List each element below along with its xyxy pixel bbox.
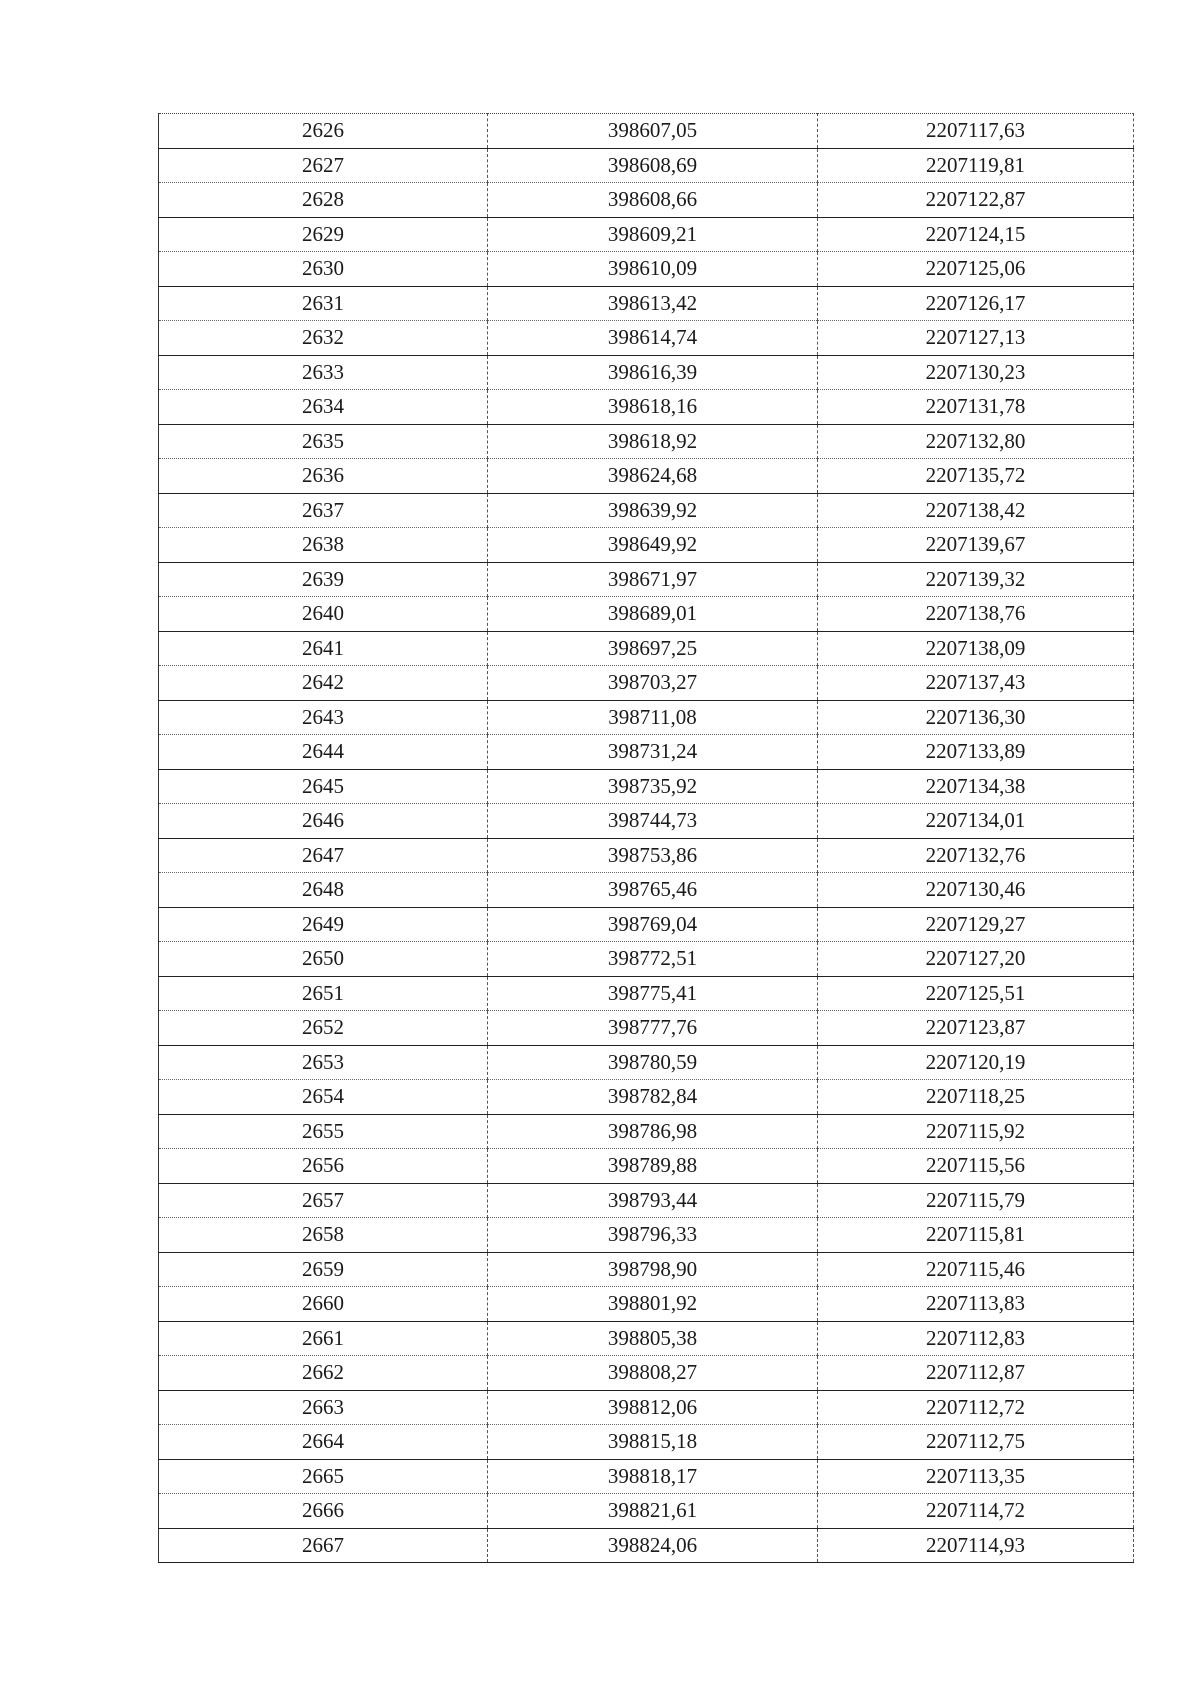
point-number-cell: 2664 [159, 1425, 488, 1460]
y-coordinate-cell: 2207115,46 [818, 1252, 1134, 1287]
y-coordinate-cell: 2207130,46 [818, 873, 1134, 908]
y-coordinate-cell: 2207120,19 [818, 1045, 1134, 1080]
table-row [159, 459, 1134, 494]
point-number-cell: 2645 [159, 769, 488, 804]
x-coordinate-cell: 398608,69 [488, 148, 818, 183]
table-row [159, 114, 1134, 149]
y-coordinate-cell: 2207123,87 [818, 1011, 1134, 1046]
y-coordinate-cell: 2207112,75 [818, 1425, 1134, 1460]
table-row [159, 735, 1134, 770]
table-row [159, 1321, 1134, 1356]
y-coordinate-cell: 2207137,43 [818, 666, 1134, 701]
x-coordinate-cell: 398616,39 [488, 355, 818, 390]
table-row [159, 1149, 1134, 1184]
y-coordinate-cell: 2207115,81 [818, 1218, 1134, 1253]
y-coordinate-cell: 2207139,67 [818, 528, 1134, 563]
y-coordinate-cell: 2207126,17 [818, 286, 1134, 321]
table-row [159, 493, 1134, 528]
x-coordinate-cell: 398821,61 [488, 1494, 818, 1529]
y-coordinate-cell: 2207112,83 [818, 1321, 1134, 1356]
x-coordinate-cell: 398609,21 [488, 217, 818, 252]
point-number-cell: 2646 [159, 804, 488, 839]
point-number-cell: 2642 [159, 666, 488, 701]
y-coordinate-cell: 2207139,32 [818, 562, 1134, 597]
table-row [159, 1390, 1134, 1425]
table-row [159, 1045, 1134, 1080]
x-coordinate-cell: 398782,84 [488, 1080, 818, 1115]
x-coordinate-cell: 398689,01 [488, 597, 818, 632]
point-number-cell: 2626 [159, 114, 488, 149]
coordinates-table [158, 113, 1134, 1563]
x-coordinate-cell: 398801,92 [488, 1287, 818, 1322]
point-number-cell: 2632 [159, 321, 488, 356]
x-coordinate-cell: 398697,25 [488, 631, 818, 666]
y-coordinate-cell: 2207115,92 [818, 1114, 1134, 1149]
table-row [159, 1252, 1134, 1287]
point-number-cell: 2631 [159, 286, 488, 321]
point-number-cell: 2653 [159, 1045, 488, 1080]
y-coordinate-cell: 2207115,56 [818, 1149, 1134, 1184]
x-coordinate-cell: 398671,97 [488, 562, 818, 597]
table-row [159, 1114, 1134, 1149]
x-coordinate-cell: 398711,08 [488, 700, 818, 735]
table-row [159, 390, 1134, 425]
point-number-cell: 2643 [159, 700, 488, 735]
point-number-cell: 2660 [159, 1287, 488, 1322]
table-row [159, 631, 1134, 666]
y-coordinate-cell: 2207112,72 [818, 1390, 1134, 1425]
x-coordinate-cell: 398805,38 [488, 1321, 818, 1356]
table-row [159, 148, 1134, 183]
point-number-cell: 2665 [159, 1459, 488, 1494]
table-row [159, 528, 1134, 563]
y-coordinate-cell: 2207112,87 [818, 1356, 1134, 1391]
point-number-cell: 2641 [159, 631, 488, 666]
x-coordinate-cell: 398608,66 [488, 183, 818, 218]
y-coordinate-cell: 2207125,51 [818, 976, 1134, 1011]
point-number-cell: 2650 [159, 942, 488, 977]
x-coordinate-cell: 398777,76 [488, 1011, 818, 1046]
y-coordinate-cell: 2207114,93 [818, 1528, 1134, 1563]
x-coordinate-cell: 398772,51 [488, 942, 818, 977]
point-number-cell: 2636 [159, 459, 488, 494]
y-coordinate-cell: 2207129,27 [818, 907, 1134, 942]
point-number-cell: 2663 [159, 1390, 488, 1425]
y-coordinate-cell: 2207138,42 [818, 493, 1134, 528]
y-coordinate-cell: 2207138,76 [818, 597, 1134, 632]
point-number-cell: 2627 [159, 148, 488, 183]
x-coordinate-cell: 398618,92 [488, 424, 818, 459]
y-coordinate-cell: 2207134,01 [818, 804, 1134, 839]
table-row [159, 1287, 1134, 1322]
x-coordinate-cell: 398818,17 [488, 1459, 818, 1494]
point-number-cell: 2639 [159, 562, 488, 597]
point-number-cell: 2629 [159, 217, 488, 252]
coordinates-table-body [159, 114, 1134, 1563]
table-row [159, 1425, 1134, 1460]
y-coordinate-cell: 2207136,30 [818, 700, 1134, 735]
x-coordinate-cell: 398618,16 [488, 390, 818, 425]
y-coordinate-cell: 2207127,20 [818, 942, 1134, 977]
table-row [159, 666, 1134, 701]
y-coordinate-cell: 2207117,63 [818, 114, 1134, 149]
x-coordinate-cell: 398796,33 [488, 1218, 818, 1253]
y-coordinate-cell: 2207122,87 [818, 183, 1134, 218]
x-coordinate-cell: 398775,41 [488, 976, 818, 1011]
table-row [159, 355, 1134, 390]
point-number-cell: 2655 [159, 1114, 488, 1149]
table-row [159, 838, 1134, 873]
y-coordinate-cell: 2207124,15 [818, 217, 1134, 252]
x-coordinate-cell: 398786,98 [488, 1114, 818, 1149]
table-row [159, 907, 1134, 942]
point-number-cell: 2638 [159, 528, 488, 563]
point-number-cell: 2656 [159, 1149, 488, 1184]
y-coordinate-cell: 2207127,13 [818, 321, 1134, 356]
table-row [159, 700, 1134, 735]
y-coordinate-cell: 2207118,25 [818, 1080, 1134, 1115]
point-number-cell: 2651 [159, 976, 488, 1011]
y-coordinate-cell: 2207138,09 [818, 631, 1134, 666]
table-row [159, 769, 1134, 804]
table-row [159, 1011, 1134, 1046]
table-row [159, 1494, 1134, 1529]
point-number-cell: 2635 [159, 424, 488, 459]
point-number-cell: 2667 [159, 1528, 488, 1563]
x-coordinate-cell: 398607,05 [488, 114, 818, 149]
table-row [159, 1080, 1134, 1115]
x-coordinate-cell: 398753,86 [488, 838, 818, 873]
y-coordinate-cell: 2207132,76 [818, 838, 1134, 873]
y-coordinate-cell: 2207135,72 [818, 459, 1134, 494]
x-coordinate-cell: 398815,18 [488, 1425, 818, 1460]
table-row [159, 873, 1134, 908]
x-coordinate-cell: 398614,74 [488, 321, 818, 356]
x-coordinate-cell: 398812,06 [488, 1390, 818, 1425]
y-coordinate-cell: 2207132,80 [818, 424, 1134, 459]
x-coordinate-cell: 398789,88 [488, 1149, 818, 1184]
x-coordinate-cell: 398824,06 [488, 1528, 818, 1563]
table-row [159, 1183, 1134, 1218]
x-coordinate-cell: 398703,27 [488, 666, 818, 701]
x-coordinate-cell: 398798,90 [488, 1252, 818, 1287]
x-coordinate-cell: 398735,92 [488, 769, 818, 804]
y-coordinate-cell: 2207133,89 [818, 735, 1134, 770]
table-row [159, 424, 1134, 459]
table-row [159, 252, 1134, 287]
y-coordinate-cell: 2207115,79 [818, 1183, 1134, 1218]
x-coordinate-cell: 398793,44 [488, 1183, 818, 1218]
x-coordinate-cell: 398731,24 [488, 735, 818, 770]
table-row [159, 1528, 1134, 1563]
x-coordinate-cell: 398613,42 [488, 286, 818, 321]
y-coordinate-cell: 2207119,81 [818, 148, 1134, 183]
point-number-cell: 2647 [159, 838, 488, 873]
y-coordinate-cell: 2207113,83 [818, 1287, 1134, 1322]
table-row [159, 942, 1134, 977]
x-coordinate-cell: 398744,73 [488, 804, 818, 839]
point-number-cell: 2630 [159, 252, 488, 287]
point-number-cell: 2658 [159, 1218, 488, 1253]
point-number-cell: 2634 [159, 390, 488, 425]
point-number-cell: 2628 [159, 183, 488, 218]
y-coordinate-cell: 2207131,78 [818, 390, 1134, 425]
table-row [159, 597, 1134, 632]
y-coordinate-cell: 2207125,06 [818, 252, 1134, 287]
table-row [159, 804, 1134, 839]
y-coordinate-cell: 2207134,38 [818, 769, 1134, 804]
table-row [159, 1356, 1134, 1391]
point-number-cell: 2666 [159, 1494, 488, 1529]
table-row [159, 1459, 1134, 1494]
table-row [159, 321, 1134, 356]
y-coordinate-cell: 2207113,35 [818, 1459, 1134, 1494]
point-number-cell: 2648 [159, 873, 488, 908]
x-coordinate-cell: 398765,46 [488, 873, 818, 908]
x-coordinate-cell: 398808,27 [488, 1356, 818, 1391]
table-row [159, 217, 1134, 252]
x-coordinate-cell: 398769,04 [488, 907, 818, 942]
table-row [159, 1218, 1134, 1253]
point-number-cell: 2661 [159, 1321, 488, 1356]
x-coordinate-cell: 398649,92 [488, 528, 818, 563]
table-row [159, 562, 1134, 597]
table-row [159, 286, 1134, 321]
point-number-cell: 2654 [159, 1080, 488, 1115]
table-row [159, 976, 1134, 1011]
x-coordinate-cell: 398610,09 [488, 252, 818, 287]
point-number-cell: 2633 [159, 355, 488, 390]
point-number-cell: 2637 [159, 493, 488, 528]
point-number-cell: 2657 [159, 1183, 488, 1218]
y-coordinate-cell: 2207114,72 [818, 1494, 1134, 1529]
x-coordinate-cell: 398624,68 [488, 459, 818, 494]
x-coordinate-cell: 398780,59 [488, 1045, 818, 1080]
point-number-cell: 2649 [159, 907, 488, 942]
point-number-cell: 2640 [159, 597, 488, 632]
point-number-cell: 2652 [159, 1011, 488, 1046]
point-number-cell: 2659 [159, 1252, 488, 1287]
y-coordinate-cell: 2207130,23 [818, 355, 1134, 390]
table-row [159, 183, 1134, 218]
point-number-cell: 2662 [159, 1356, 488, 1391]
x-coordinate-cell: 398639,92 [488, 493, 818, 528]
point-number-cell: 2644 [159, 735, 488, 770]
